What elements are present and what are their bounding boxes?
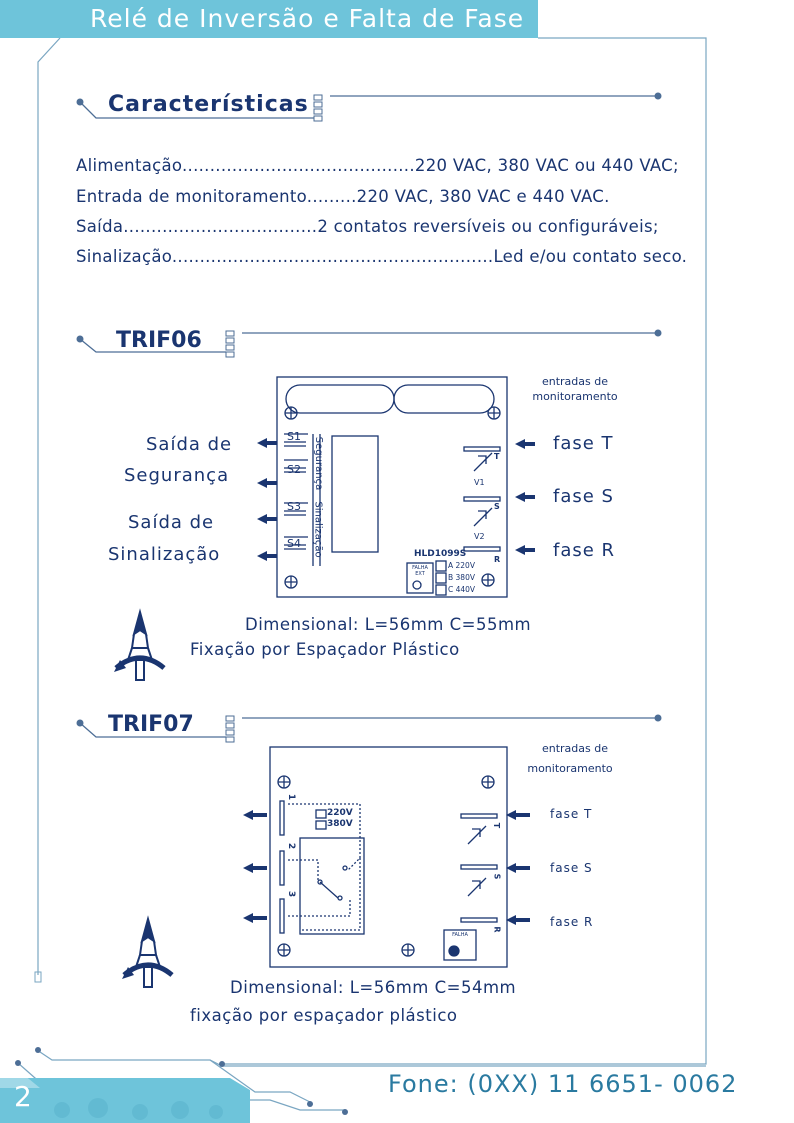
trif06-inputs-title-2: monitoramento <box>532 390 618 403</box>
features-heading: Características <box>108 92 309 117</box>
trif07-inputs-title-1: entradas de <box>541 742 609 755</box>
varistor-v2: V2 <box>474 532 485 541</box>
plastic-spacer-icon <box>118 915 178 990</box>
trif06-fixing: Fixação por Espaçador Plástico <box>190 640 460 659</box>
trif06-fase-r: fase R <box>553 540 616 561</box>
volt-a: A 220V <box>448 561 475 570</box>
trif06-out2-line2: Sinalização <box>108 544 221 565</box>
trif07-fixing: fixação por espaçador plástico <box>190 1006 458 1025</box>
trif07-inputs-title-2: monitoramento <box>527 762 613 775</box>
volt-380: 380V <box>327 819 353 829</box>
terminal-r: R <box>492 926 502 933</box>
spec-row: Sinalização..........................................................Led e/ou contato seco. <box>76 247 688 266</box>
trif06-out1-line2: Segurança <box>124 465 230 486</box>
volt-b: B 380V <box>448 573 475 582</box>
trif07-dimensional: Dimensional: L=56mm C=54mm <box>230 978 517 997</box>
label-seguranca: Segurança <box>313 436 325 491</box>
spec-row: Alimentação..........................................220 VAC, 380 VAC ou 440 VAC; <box>76 156 679 175</box>
trif07-heading: TRIF07 <box>108 712 194 737</box>
spec-row: Saída...................................2 contatos reversíveis ou configuráveis; <box>76 217 659 236</box>
jumper-label: FALHA <box>452 932 468 938</box>
trif07-fase-t: fase T <box>550 807 593 821</box>
terminal-t: T <box>494 452 500 461</box>
jumper-label: FALHA EXT <box>412 565 428 577</box>
terminal-s3: S3 <box>287 500 301 513</box>
terminal-s2: S2 <box>287 463 301 476</box>
terminal-s: S <box>494 502 500 511</box>
pin-3: 3 <box>286 890 297 898</box>
terminal-r: R <box>494 555 501 564</box>
trif06-fase-t: fase T <box>553 433 614 454</box>
terminal-s4: S4 <box>287 537 301 550</box>
trif06-inputs-title-1: entradas de <box>541 375 609 388</box>
trif06-out1-line1: Saída de <box>146 434 233 455</box>
varistor-v1: V1 <box>474 478 485 487</box>
page-number: 2 <box>14 1080 32 1113</box>
terminal-s: S <box>492 873 502 880</box>
spec-row: Entrada de monitoramento.........220 VAC, 380 VAC e 440 VAC. <box>76 187 610 206</box>
trif06-dimensional: Dimensional: L=56mm C=55mm <box>245 615 532 634</box>
trif06-heading: TRIF06 <box>116 328 202 353</box>
pin-2: 2 <box>286 842 297 850</box>
label-sinalizacao: Sinalização <box>312 501 324 558</box>
terminal-t: T <box>492 822 502 829</box>
trif06-out2-line1: Saída de <box>128 512 215 533</box>
volt-220: 220V <box>327 808 353 818</box>
trif07-fase-r: fase R <box>550 915 594 929</box>
pin-1: 1 <box>286 793 297 801</box>
terminal-s1: S1 <box>287 430 301 443</box>
model-label: HLD1099S <box>414 549 467 559</box>
trif07-fase-s: fase S <box>550 861 593 875</box>
volt-c: C 440V <box>448 585 476 594</box>
trif06-fase-s: fase S <box>553 486 614 507</box>
footer-phone: Fone: (0XX) 11 6651- 0062 <box>388 1070 738 1098</box>
page-title: Relé de Inversão e Falta de Fase <box>90 4 525 33</box>
